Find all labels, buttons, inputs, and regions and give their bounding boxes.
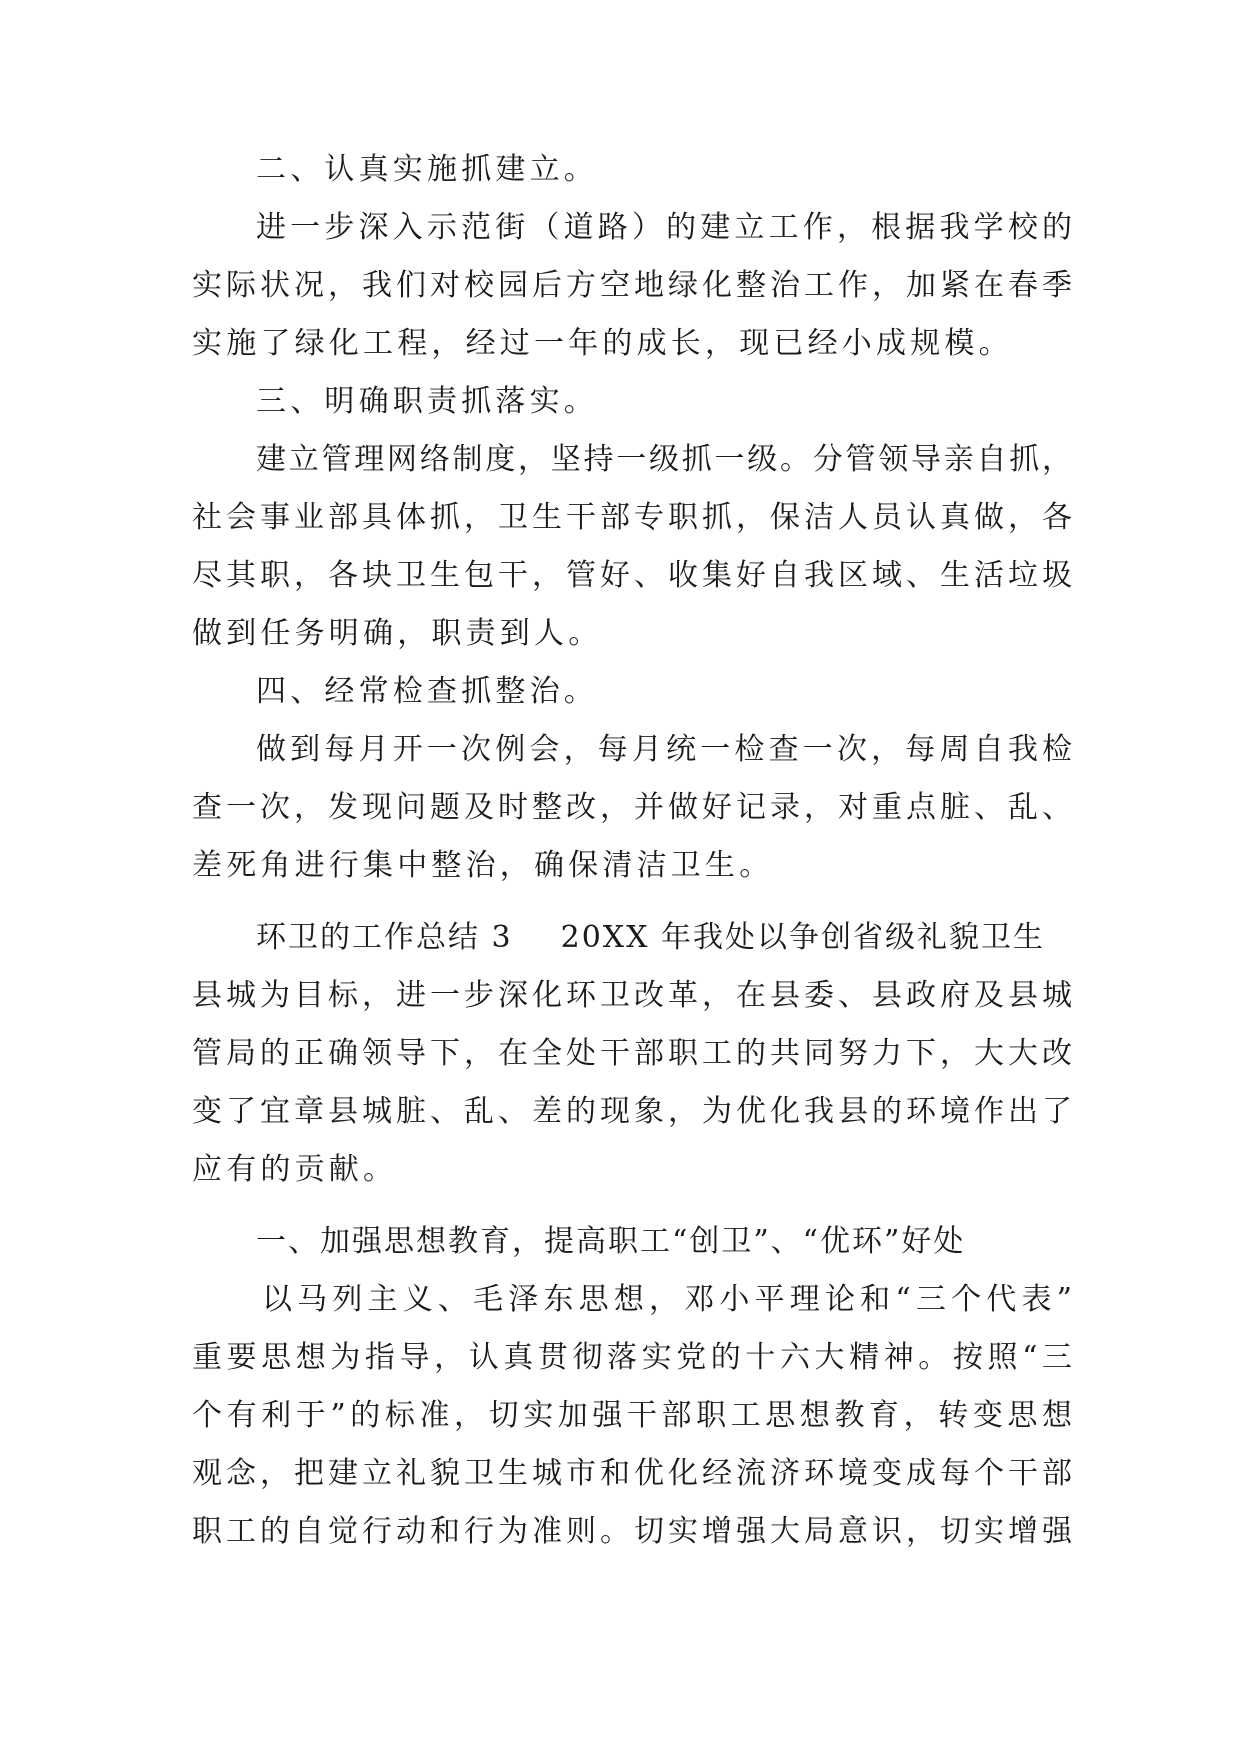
- paragraph-line: 职工的自觉行动和行为准则。切实增强大局意识，切实增强: [192, 1514, 1072, 1549]
- heading-3: 三、明确职责抓落实。: [256, 384, 598, 419]
- paragraph-line: 实施了绿化工程，经过一年的成长，现已经小成规模。: [192, 326, 1013, 361]
- paragraph-line: 进一步深入示范街（道路）的建立工作，根据我学校的: [256, 210, 1072, 245]
- section-text: 20XX 年我处以争创省级礼貌卫生: [560, 920, 1046, 955]
- paragraph-line: 差死角进行集中整治，确保清洁卫生。: [192, 848, 774, 883]
- paragraph-line: 做到任务明确，职责到人。: [192, 616, 603, 651]
- paragraph-line: 重要思想为指导，认真贯彻落实党的十六大精神。按照“三: [192, 1340, 1072, 1375]
- heading-1: 一、加强思想教育，提高职工“创卫”、“优环”好处: [256, 1224, 966, 1259]
- paragraph-line: 实际状况，我们对校园后方空地绿化整治工作，加紧在春季: [192, 268, 1072, 303]
- heading-2: 二、认真实施抓建立。: [256, 152, 598, 187]
- section-title: 环卫的工作总结 3: [256, 920, 513, 955]
- paragraph-line: 建立管理网络制度，坚持一级抓一级。分管领导亲自抓，: [256, 442, 1072, 477]
- paragraph-line: 个有利于”的标准，切实加强干部职工思想教育，转变思想: [192, 1398, 1072, 1433]
- paragraph-line: 以马列主义、毛泽东思想，邓小平理论和“三个代表”: [262, 1282, 1072, 1317]
- paragraph-line: 社会事业部具体抓，卫生干部专职抓，保洁人员认真做，各: [192, 500, 1072, 535]
- paragraph-line: 应有的贡献。: [192, 1152, 398, 1187]
- paragraph-line: 县城为目标，进一步深化环卫改革，在县委、县政府及县城: [192, 978, 1072, 1013]
- paragraph-line: 管局的正确领导下，在全处干部职工的共同努力下，大大改: [192, 1036, 1072, 1071]
- paragraph-line: 查一次，发现问题及时整改，并做好记录，对重点脏、乱、: [192, 790, 1072, 825]
- paragraph-line: 变了宜章县城脏、乱、差的现象，为优化我县的环境作出了: [192, 1094, 1072, 1129]
- paragraph-line: 尽其职，各块卫生包干，管好、收集好自我区域、生活垃圾: [192, 558, 1072, 593]
- section-line: [256, 910, 1072, 966]
- paragraph-line: 做到每月开一次例会，每月统一检查一次，每周自我检: [256, 732, 1072, 767]
- paragraph-line: 观念，把建立礼貌卫生城市和优化经流济环境变成每个干部: [192, 1456, 1072, 1491]
- heading-4: 四、经常检查抓整治。: [256, 674, 598, 709]
